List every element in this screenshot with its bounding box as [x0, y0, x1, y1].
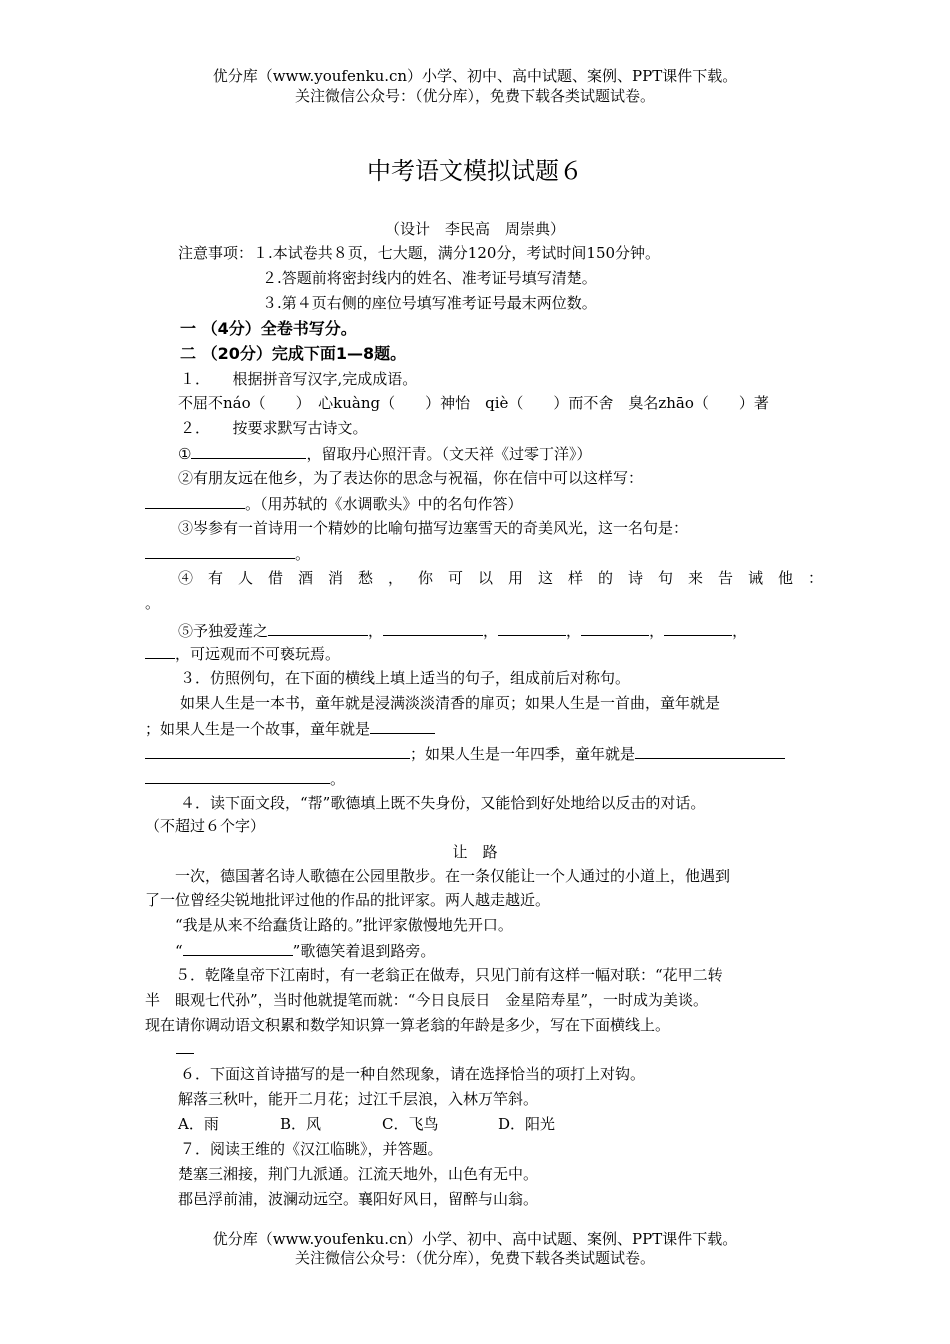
comma: ，: [649, 622, 665, 640]
q2-item-3-answer-line: [145, 543, 310, 564]
q3-line-3: [145, 743, 785, 764]
q6-stem: ６．下面这首诗描写的是一种自然现象，请在选择恰当的项打上对钩。: [180, 1065, 646, 1083]
q3-line-3-text: ；如果人生是一年四季，童年就是: [410, 745, 636, 763]
footer-line-2: 关注微信公众号：（优分库），免费下载各类试题试卷。: [294, 1249, 655, 1267]
q2-item-1-end: ，留取丹心照汗青。（文天祥《过零丁洋》）: [306, 445, 592, 463]
notes-line-1: [178, 243, 660, 263]
q4-passage-p1b: 了一位曾经尖锐地批评过他的作品的批评家。两人越走越近。: [145, 891, 551, 909]
answer-blank[interactable]: [145, 768, 330, 784]
q2-item-3: ③岑参有一首诗用一个精妙的比喻句描写边塞雪天的奇美风光，这一名句是：: [178, 519, 689, 537]
q1-pinyin-line: 不屈不náo（ ） 心kuàng（ ）神怡 qiè（ ）而不舍 臭名zhāo（ ）著: [178, 394, 769, 412]
q3-line-2: [145, 718, 435, 739]
q4-passage-p3: [175, 940, 435, 961]
q4-passage-p1a: 一次，德国著名诗人歌德在公园里散步。在一条仅能让一个人通过的小道上，他遇到: [175, 867, 731, 885]
answer-blank[interactable]: [145, 743, 410, 759]
page-title: 中考语文模拟试题６: [367, 157, 583, 185]
q3-line-2-text: ；如果人生是一个故事，童年就是: [145, 720, 371, 738]
note-3: ３.第４页右侧的座位号填写准考证号最末两位数。: [262, 294, 597, 312]
answer-blank[interactable]: [581, 620, 649, 636]
q2-item-5-start: ⑤予独爱莲之: [178, 622, 269, 640]
q7-poem-line-1: 楚塞三湘接，荆门九派通。江流天地外，山色有无中。: [178, 1165, 539, 1183]
q2-item-4-end: 。: [145, 594, 161, 612]
q6-option-a[interactable]: A．雨: [178, 1115, 219, 1133]
q2-item-3-end: 。: [295, 545, 311, 563]
q2-item-1: [178, 443, 591, 464]
q2-stem: ２． 按要求默写古诗文。: [180, 419, 368, 437]
comma: ，: [732, 622, 748, 640]
q5-line-2: 半 眼观七代孙”，当时他就提笔而就：“今日良辰日 金星陪寿星”，一时成为美谈。: [145, 991, 709, 1009]
q4-stem-2: （不超过６个字）: [145, 817, 266, 835]
q2-item-1-start: ①: [178, 445, 192, 463]
q2-item-2-end: 。（用苏轼的《水调歌头》中的名句作答）: [245, 495, 523, 513]
q6-poem: 解落三秋叶，能开二月花；过江千层浪，入林万竿斜。: [178, 1090, 539, 1108]
answer-blank[interactable]: [383, 620, 483, 636]
q1-stem: １． 根据拼音写汉字,完成成语。: [180, 370, 418, 388]
answer-blank[interactable]: [268, 620, 368, 636]
q4-passage-title: 让 路: [452, 843, 498, 861]
q4-passage-p2: “我是从来不给蠢货让路的。”批评家傲慢地先开口。: [175, 916, 513, 934]
q4-passage-p3-end: ”歌德笑着退到路旁。: [292, 942, 436, 960]
q7-poem-line-2: 郡邑浮前浦，波澜动远空。襄阳好风日，留醉与山翁。: [178, 1190, 539, 1208]
q6-option-d[interactable]: D．阳光: [498, 1115, 556, 1133]
header-line-1: 优分库（www.youfenku.cn）小学、初中、高中试题、案例、PPT课件下载。: [212, 67, 738, 85]
q4-stem: ４．读下面文段，“帮”歌德填上既不失身份，又能恰到好处地给以反击的对话。: [180, 794, 706, 812]
q5-line-3: 现在请你调动语文积累和数学知识算一算老翁的年龄是多少，写在下面横线上。: [145, 1016, 671, 1034]
q3-end: 。: [330, 770, 346, 788]
answer-blank[interactable]: [145, 493, 245, 509]
comma: ，: [566, 622, 582, 640]
section-1-heading: 一 （4分）全卷书写分。: [180, 319, 357, 338]
q5-line-1: ５．乾隆皇帝下江南时，有一老翁正在做寿，只见门前有这样一幅对联：“花甲二转: [175, 966, 723, 984]
q3-example-line: 如果人生是一本书，童年就是浸满淡淡清香的扉页；如果人生是一首曲，童年就是: [180, 694, 721, 712]
answer-blank[interactable]: [183, 940, 293, 956]
q5-answer-line[interactable]: [176, 1038, 194, 1059]
note-1: １.本试卷共８页，七大题，满分120分，考试时间150分钟。: [253, 244, 661, 262]
answer-blank[interactable]: [635, 743, 785, 759]
answer-blank[interactable]: [370, 718, 435, 734]
answer-blank[interactable]: [498, 620, 566, 636]
q6-option-c[interactable]: C．飞鸟: [382, 1115, 439, 1133]
q2-item-4: ④有人借酒消愁，你可以用这样的诗句来告诫他：: [178, 569, 839, 587]
q2-item-5: [178, 620, 747, 641]
q7-stem: ７．阅读王维的《汉江临眺》，并答题。: [180, 1140, 443, 1158]
answer-blank[interactable]: [145, 643, 175, 659]
header-line-2: 关注微信公众号：（优分库），免费下载各类试题试卷。: [294, 87, 655, 105]
answer-blank[interactable]: [176, 1038, 194, 1054]
q2-item-5-end: ，可远观而不可亵玩焉。: [175, 645, 341, 663]
designer-credit: （设计 李民高 周崇典）: [384, 220, 565, 238]
note-2: ２.答题前将密封线内的姓名、准考证号填写清楚。: [262, 269, 597, 287]
answer-blank[interactable]: [664, 620, 732, 636]
notes-label: 注意事项：: [178, 244, 254, 262]
q3-stem: ３．仿照例句，在下面的横线上填上适当的句子，组成前后对称句。: [180, 669, 631, 687]
answer-blank[interactable]: [191, 443, 306, 459]
q6-option-b[interactable]: B．风: [280, 1115, 322, 1133]
quote-open: “: [175, 942, 183, 960]
comma: ，: [483, 622, 499, 640]
q2-item-5-cont: [145, 643, 340, 664]
answer-blank[interactable]: [145, 543, 295, 559]
comma: ，: [368, 622, 384, 640]
footer-line-1: 优分库（www.youfenku.cn）小学、初中、高中试题、案例、PPT课件下载。: [212, 1230, 738, 1248]
section-2-heading: 二 （20分）完成下面1—8题。: [180, 344, 407, 363]
q2-item-2-answer-line: [145, 493, 523, 514]
q2-item-2: ②有朋友远在他乡，为了表达你的思念与祝福，你在信中可以这样写：: [178, 469, 644, 487]
q3-line-4: [145, 768, 345, 789]
